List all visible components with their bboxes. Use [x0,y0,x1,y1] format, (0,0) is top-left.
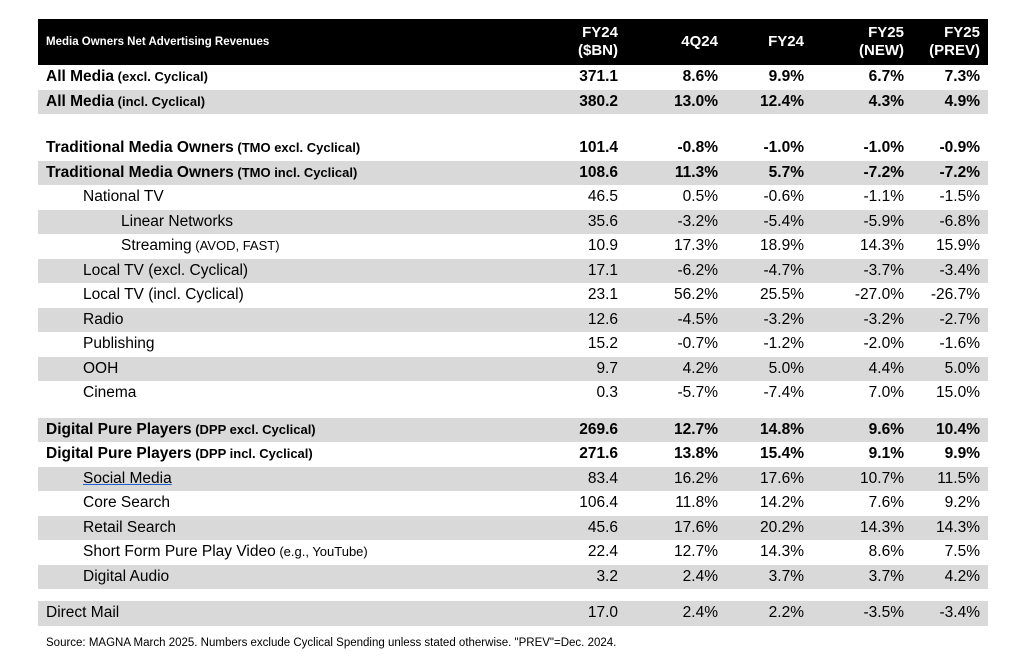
cell-value: -4.7% [726,259,812,284]
cell-value: 106.4 [579,494,618,512]
cell-value: -26.7% [930,286,980,304]
cell-value: 17.0 [503,601,626,626]
header-col-fy24-bn: FY24 ($BN) [503,19,626,65]
row-label: Streaming (AVOD, FAST) [121,237,280,255]
cell-value: 16.2% [626,467,726,492]
cell-value: 3.7% [726,565,812,590]
cell-value: -2.7% [912,308,988,333]
cell-value: 14.3% [760,543,804,561]
header-label: Media Owners Net Advertising Revenues [38,19,503,65]
row-label: Local TV (excl. Cyclical) [38,259,503,284]
cell-value: -5.7% [677,384,718,402]
cell-value: -0.9% [939,139,980,157]
cell-value: 269.6 [503,418,626,443]
header-col-fy24: FY24 [726,19,812,65]
cell-value: -0.7% [677,335,718,353]
cell-value: 20.2% [726,516,812,541]
cell-value: 56.2% [674,286,718,304]
cell-value: 22.4 [587,543,618,561]
table-row [38,185,988,210]
row-label: OOH [38,357,503,382]
row-label: Core Search [83,494,171,512]
cell-value: -7.2% [912,161,988,186]
cell-value: -3.2% [812,308,912,333]
cell-value: 2.2% [726,601,812,626]
cell-value: -0.8% [677,139,718,157]
row-label: Direct Mail [38,601,503,626]
cell-value: -3.5% [812,601,912,626]
cell-value: 12.6 [503,308,626,333]
revenue-table [38,19,988,626]
table-row [38,357,988,382]
row-label: Linear Networks [38,210,503,235]
row-label: Digital Audio [38,565,503,590]
header-col-fy25-new: FY25 (NEW) [812,19,912,65]
table-row [38,308,988,333]
cell-value: 17.1 [503,259,626,284]
table-row [38,516,988,541]
cell-value: 3.7% [812,565,912,590]
cell-value: -3.2% [626,210,726,235]
table-row [38,283,988,308]
table-row [38,601,988,626]
cell-value: 371.1 [579,68,618,86]
cell-value: 10.9 [587,237,618,255]
cell-value: 9.1% [868,445,904,463]
header-col-4q24: 4Q24 [626,19,726,65]
cell-value: 7.0% [868,384,904,402]
cell-value: -5.4% [726,210,812,235]
cell-value: 7.6% [868,494,904,512]
row-label: Traditional Media Owners (TMO incl. Cyclical) [38,161,503,186]
spacer-row [38,406,988,418]
cell-value: 6.7% [868,68,904,86]
cell-value: 14.3% [860,237,904,255]
cell-value: -3.4% [912,259,988,284]
cell-value: 17.6% [626,516,726,541]
cell-value: 10.7% [812,467,912,492]
cell-value: 12.7% [626,418,726,443]
cell-value: 45.6 [503,516,626,541]
table-row [38,491,988,516]
table-row [38,418,988,443]
cell-value: -1.2% [763,335,804,353]
cell-value: 0.3 [596,384,618,402]
cell-value: 15.9% [936,237,980,255]
cell-value: 11.8% [675,494,718,512]
cell-value: 15.2 [587,335,618,353]
cell-value: 14.2% [760,494,804,512]
cell-value: 11.3% [626,161,726,186]
cell-value: 9.9% [944,445,980,463]
cell-value: -1.0% [763,139,804,157]
spacer-row [38,589,988,601]
row-label: National TV [83,188,164,206]
table-row [38,259,988,284]
table-row [38,565,988,590]
cell-value: 3.2 [503,565,626,590]
table-header-row [38,19,988,65]
cell-value: 25.5% [760,286,804,304]
cell-value: 15.4% [760,445,804,463]
cell-value: -27.0% [854,286,904,304]
social-media-link[interactable]: Social Media [83,469,172,487]
header-col-fy25-prev: FY25 (PREV) [912,19,988,65]
cell-value: 5.0% [726,357,812,382]
cell-value: 4.4% [812,357,912,382]
cell-value: 14.3% [912,516,988,541]
cell-value: 11.5% [912,467,988,492]
cell-value: 18.9% [760,237,804,255]
table-row [38,210,988,235]
cell-value: 101.4 [579,139,618,157]
table-row [38,332,988,357]
cell-value: 35.6 [503,210,626,235]
cell-value: -3.2% [726,308,812,333]
row-label: All Media (excl. Cyclical) [46,68,208,86]
row-label: Publishing [83,335,155,353]
cell-value: -3.4% [912,601,988,626]
cell-value: 0.5% [682,188,718,206]
cell-value: 9.2% [944,494,980,512]
cell-value: 46.5 [587,188,618,206]
cell-value: 4.9% [912,90,988,115]
table-row [38,90,988,115]
cell-value: 7.5% [944,543,980,561]
cell-value: -4.5% [626,308,726,333]
cell-value: -2.0% [863,335,904,353]
cell-value: 83.4 [503,467,626,492]
cell-value: 8.6% [868,543,904,561]
table-row [38,381,988,406]
cell-value: -7.4% [763,384,804,402]
cell-value: 4.2% [912,565,988,590]
spacer-row [38,114,988,136]
row-label: Retail Search [38,516,503,541]
cell-value: -5.9% [812,210,912,235]
row-label: Digital Pure Players (DPP excl. Cyclical) [38,418,503,443]
cell-value: -0.6% [763,188,804,206]
cell-value: 13.8% [674,445,718,463]
cell-value: 15.0% [936,384,980,402]
cell-value: 17.6% [726,467,812,492]
cell-value: 14.3% [812,516,912,541]
table-row [38,540,988,565]
cell-value: 23.1 [587,286,618,304]
cell-value: -6.2% [626,259,726,284]
row-label: All Media (incl. Cyclical) [38,90,503,115]
cell-value: -3.7% [812,259,912,284]
table-row [38,136,988,161]
cell-value: -1.6% [939,335,980,353]
row-label: Traditional Media Owners (TMO excl. Cyclical) [46,139,361,157]
cell-value: -6.8% [912,210,988,235]
table-row [38,65,988,90]
row-label: Cinema [83,384,137,402]
table-row [38,467,988,492]
cell-value: 7.3% [944,68,980,86]
cell-value: 4.3% [812,90,912,115]
cell-value: -1.5% [939,188,980,206]
cell-value: 12.7% [674,543,718,561]
cell-value: 108.6 [503,161,626,186]
cell-value: 5.7% [726,161,812,186]
table-row [38,234,988,259]
cell-value: 9.7 [503,357,626,382]
table-row [38,442,988,467]
cell-value: -1.1% [863,188,904,206]
cell-value: 10.4% [912,418,988,443]
cell-value: 14.8% [726,418,812,443]
cell-value: 8.6% [682,68,718,86]
revenue-table-container [38,19,988,626]
cell-value: -7.2% [812,161,912,186]
cell-value: 17.3% [674,237,718,255]
cell-value: 5.0% [912,357,988,382]
cell-value: 13.0% [626,90,726,115]
cell-value: 12.4% [726,90,812,115]
row-label [38,467,503,492]
cell-value: -1.0% [863,139,904,157]
cell-value: 9.9% [768,68,804,86]
cell-value: 271.6 [579,445,618,463]
row-label: Radio [38,308,503,333]
cell-value: 380.2 [503,90,626,115]
row-label: Digital Pure Players (DPP incl. Cyclical) [46,445,313,463]
source-footnote: Source: MAGNA March 2025. Numbers exclude Cyclical Spending unless stated otherwise. "PREV"=Dec. 2024. [46,637,617,649]
row-label: Local TV (incl. Cyclical) [83,286,244,304]
cell-value: 2.4% [626,565,726,590]
cell-value: 4.2% [626,357,726,382]
cell-value: 9.6% [812,418,912,443]
cell-value: 2.4% [626,601,726,626]
table-row [38,161,988,186]
row-label: Short Form Pure Play Video (e.g., YouTube) [83,543,368,561]
